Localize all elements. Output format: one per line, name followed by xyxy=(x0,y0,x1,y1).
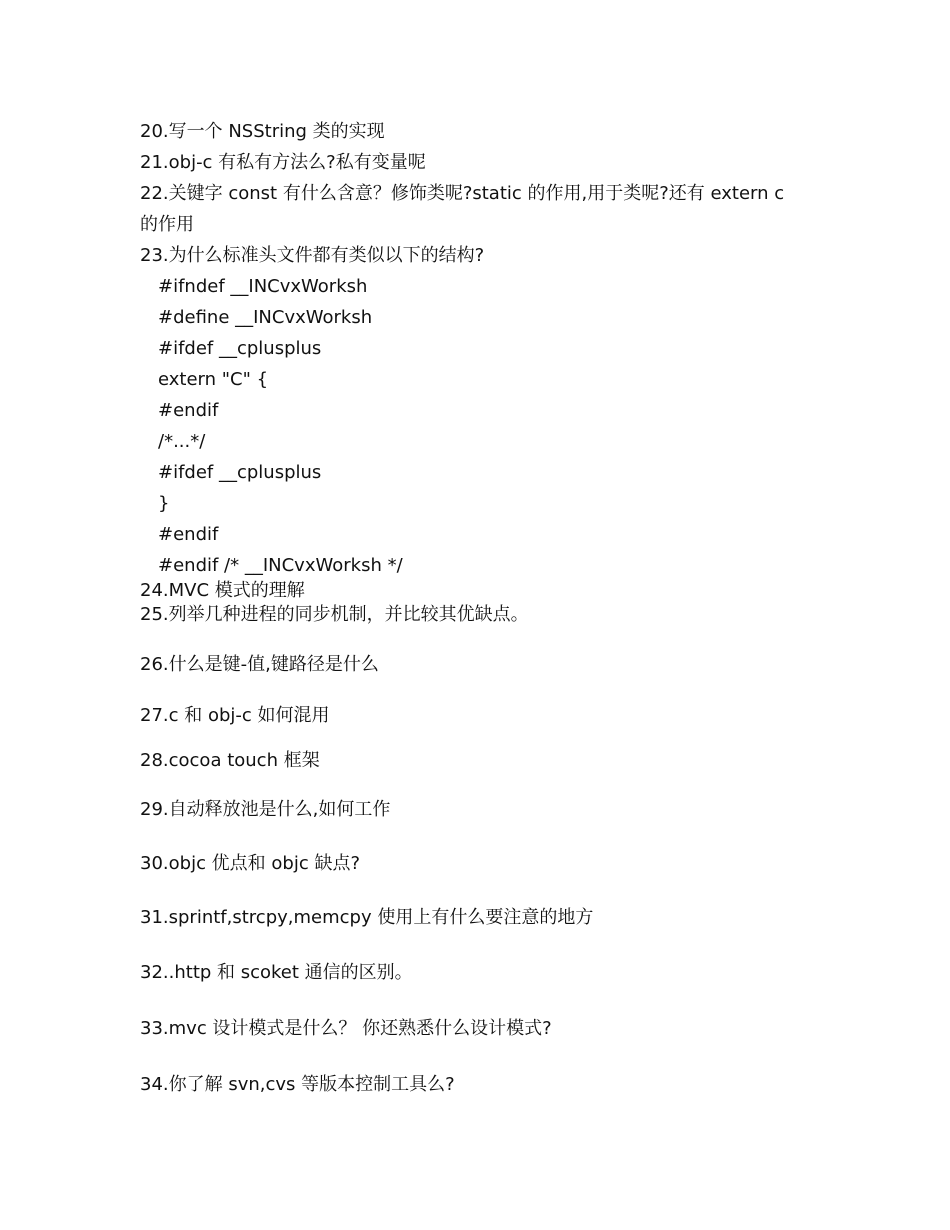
code-line: #ifndef __INCvxWorksh xyxy=(158,276,368,297)
document-page xyxy=(140,0,820,1230)
question-22: 22.关键字 const 有什么含意？修饰类呢?static 的作用,用于类呢?还有 extern c xyxy=(140,183,785,204)
question-20: 20.写一个 NSString 类的实现 xyxy=(140,121,385,142)
question-24: 24.MVC 模式的理解 xyxy=(140,580,305,601)
question-21: 21.obj-c 有私有方法么?私有变量呢 xyxy=(140,152,426,173)
question-33: 33.mvc 设计模式是什么？ 你还熟悉什么设计模式? xyxy=(140,1018,552,1039)
code-line: #endif xyxy=(158,400,219,421)
question-23: 23.为什么标准头文件都有类似以下的结构? xyxy=(140,245,485,266)
question-29: 29.自动释放池是什么,如何工作 xyxy=(140,799,391,820)
code-line: #define __INCvxWorksh xyxy=(158,307,373,328)
code-line: /*...*/ xyxy=(158,431,206,452)
code-line: #endif xyxy=(158,524,219,545)
question-28: 28.cocoa touch 框架 xyxy=(140,750,320,771)
question-30: 30.objc 优点和 objc 缺点? xyxy=(140,853,361,874)
code-line: #endif /* __INCvxWorksh */ xyxy=(158,555,403,576)
question-32: 32..http 和 scoket 通信的区别。 xyxy=(140,962,413,983)
question-34: 34.你了解 svn,cvs 等版本控制工具么? xyxy=(140,1074,455,1095)
question-25: 25.列举几种进程的同步机制，并比较其优缺点。 xyxy=(140,604,529,625)
question-27: 27.c 和 obj-c 如何混用 xyxy=(140,705,330,726)
code-line: extern "C" { xyxy=(158,369,269,390)
code-line: #ifdef __cplusplus xyxy=(158,462,322,483)
question-26: 26.什么是键-值,键路径是什么 xyxy=(140,654,379,675)
question-31: 31.sprintf,strcpy,memcpy 使用上有什么要注意的地方 xyxy=(140,907,594,928)
question-22-continued: 的作用 xyxy=(140,214,194,235)
code-line: } xyxy=(158,493,170,514)
code-line: #ifdef __cplusplus xyxy=(158,338,322,359)
